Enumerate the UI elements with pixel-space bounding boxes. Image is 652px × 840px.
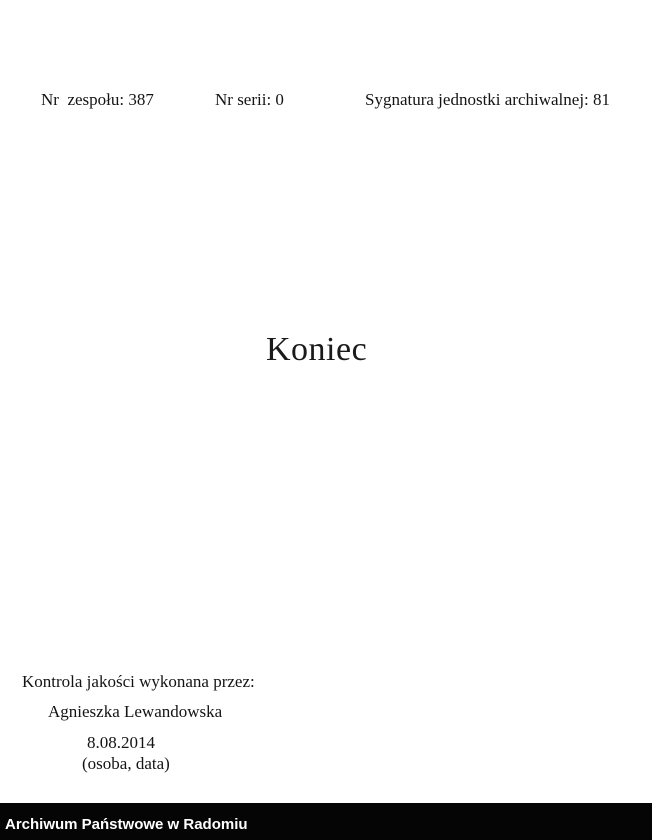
series-number-label: Nr serii: 0 bbox=[215, 90, 284, 109]
quality-control-caption: (osoba, data) bbox=[82, 754, 170, 773]
archive-footer-bar bbox=[0, 803, 652, 840]
end-of-unit-title: Koniec bbox=[266, 331, 368, 368]
archival-unit-signature-label: Sygnatura jednostki archiwalnej: 81 bbox=[365, 90, 611, 109]
archive-name-label: Archiwum Państwowe w Radomiu bbox=[5, 816, 248, 833]
quality-control-person: Agnieszka Lewandowska bbox=[48, 702, 223, 721]
quality-control-label: Kontrola jakości wykonana przez: bbox=[22, 672, 255, 691]
fonds-number-label: Nr zespołu: 387 bbox=[41, 90, 154, 109]
quality-control-date: 8.08.2014 bbox=[87, 733, 155, 752]
